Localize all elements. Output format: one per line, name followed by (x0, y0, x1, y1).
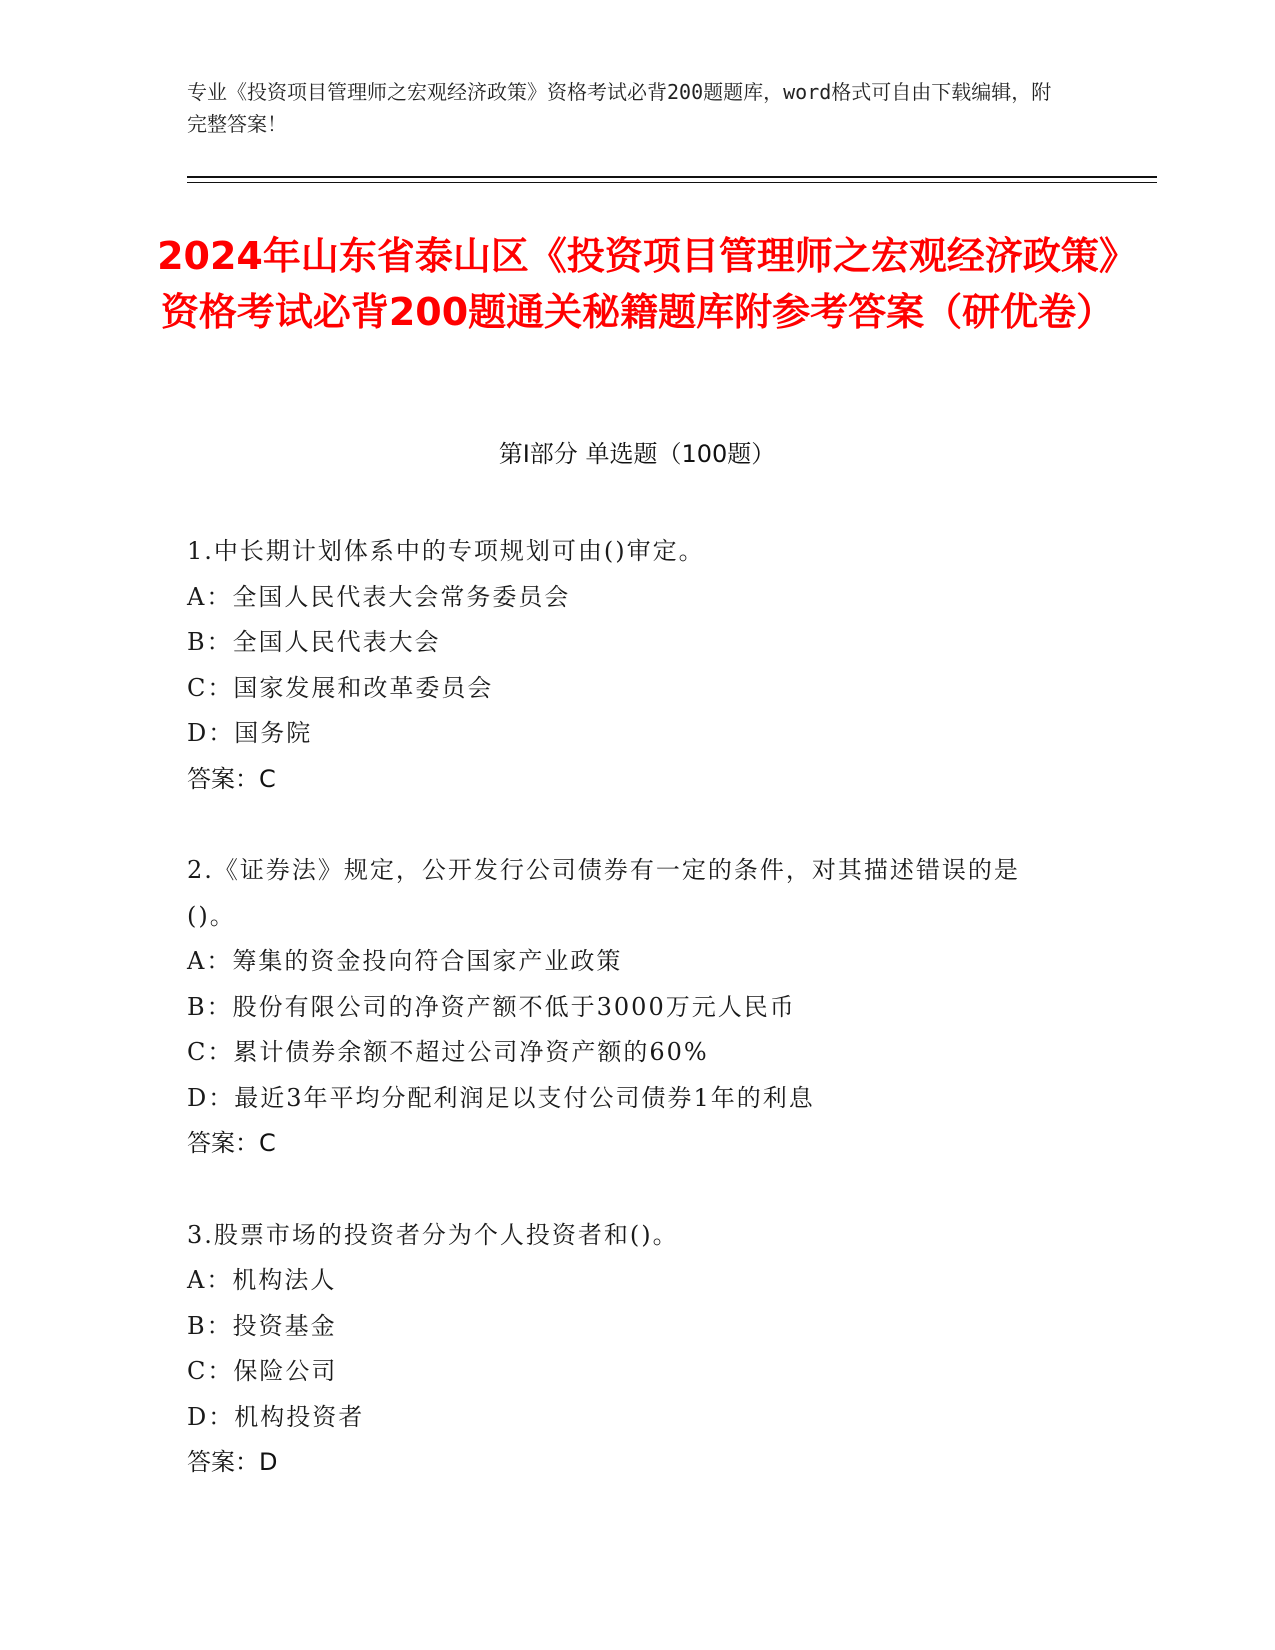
question-stem: 3.股票市场的投资者分为个人投资者和()。 (187, 1220, 679, 1249)
header-rule-thin (187, 182, 1157, 183)
option-c: C：累计债券余额不超过公司净资产额的60% (187, 1038, 709, 1066)
option-b: B：股份有限公司的净资产额不低于3000万元人民币 (187, 992, 796, 1021)
section-heading: 第Ⅰ部分 单选题（100题） (498, 440, 776, 468)
answer: 答案：C (187, 1129, 276, 1157)
option-a: A：机构法人 (187, 1266, 337, 1294)
option-d: D：机构投资者 (187, 1402, 365, 1431)
option-d: D：最近3年平均分配利润足以支付公司债券1年的利息 (187, 1083, 815, 1112)
header-note: 专业《投资项目管理师之宏观经济政策》资格考试必背200题题库，word格式可自由下载编辑，附完整答案！ (187, 80, 1052, 136)
question-stem: 1.中长期计划体系中的专项规划可由()审定。 (187, 537, 705, 565)
option-c: C：保险公司 (187, 1357, 338, 1385)
question-2 (187, 848, 1067, 1167)
document-title: 2024年山东省泰山区《投资项目管理师之宏观经济政策》资格考试必背200题通关秘籍题库附参考答案（研优卷） (157, 234, 1118, 334)
option-a: A：全国人民代表大会常务委员会 (187, 582, 571, 611)
question-3 (187, 1213, 1067, 1486)
option-b: B：全国人民代表大会 (187, 628, 441, 656)
question-stem: 2.《证券法》规定，公开发行公司债券有一定的条件，对其描述错误的是()。 (187, 856, 1020, 930)
header-rule-thick (187, 176, 1157, 178)
question-list (187, 529, 1067, 1532)
option-a: A：筹集的资金投向符合国家产业政策 (187, 947, 623, 975)
question-1 (187, 529, 1067, 802)
option-d: D：国务院 (187, 719, 313, 747)
option-b: B：投资基金 (187, 1311, 337, 1340)
option-c: C：国家发展和改革委员会 (187, 673, 494, 702)
answer: 答案：D (187, 1448, 278, 1476)
answer: 答案：C (187, 764, 276, 793)
